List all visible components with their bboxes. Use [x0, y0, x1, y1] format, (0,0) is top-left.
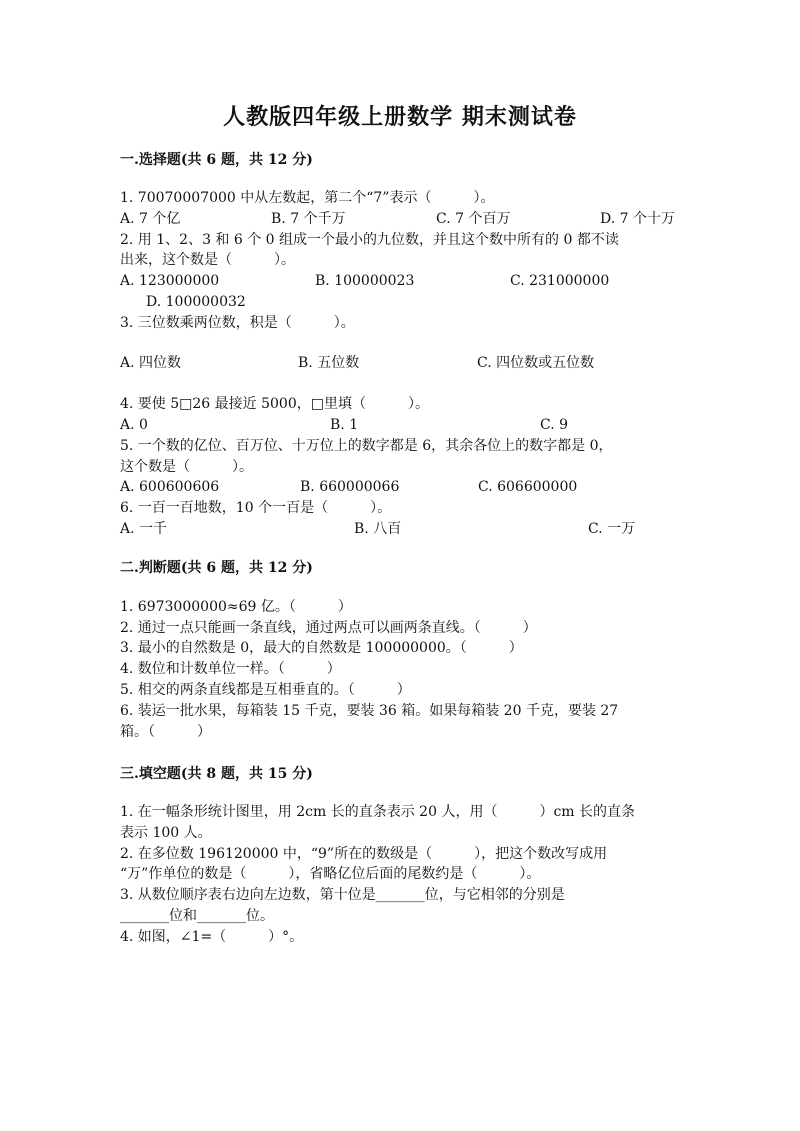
page-title: 人教版四年级上册数学 期末测试卷 [223, 104, 577, 130]
fill-item: _______位和_______位。 [120, 908, 274, 924]
option: B. 7 个千万 [271, 211, 346, 227]
question-stem: 出来，这个数是（ ）。 [120, 252, 295, 268]
judge-item: 6. 装运一批水果，每箱装 15 千克，要装 36 箱。如果每箱装 20 千克，要装 27 [120, 703, 619, 719]
option: C. 一万 [588, 521, 636, 537]
question-stem: 3. 三位数乘两位数，积是（ ）。 [120, 315, 355, 331]
option: A. 一千 [120, 521, 168, 537]
option: C. 9 [540, 417, 569, 433]
option: B. 1 [330, 417, 359, 433]
section-heading-choice: 一.选择题(共 6 题，共 12 分) [120, 152, 313, 168]
option: D. 7 个十万 [600, 211, 675, 227]
judge-item: 4. 数位和计数单位一样。（ ） [120, 661, 341, 677]
judge-item: 2. 通过一点只能画一条直线，通过两点可以画两条直线。（ ） [120, 620, 537, 636]
option: C. 7 个百万 [436, 211, 511, 227]
fill-item: 4. 如图，∠1=（ ）°。 [120, 929, 304, 945]
option: A. 123000000 [120, 273, 220, 289]
fill-item: 1. 在一幅条形统计图里，用 2cm 长的直条表示 20 人，用（ ）cm 长的直条 [120, 804, 636, 820]
question-stem: 5. 一个数的亿位、百万位、十万位上的数字都是 6，其余各位上的数字都是 0， [120, 438, 613, 454]
option: B. 五位数 [298, 355, 360, 371]
option: C. 606600000 [478, 479, 578, 495]
judge-item: 1. 6973000000≈69 亿。（ ） [120, 599, 352, 615]
option: B. 100000023 [315, 273, 415, 289]
fill-item: 表示 100 人。 [120, 825, 212, 841]
judge-item: 箱。（ ） [120, 724, 211, 740]
question-stem: 6. 一百一百地数，10 个一百是（ ）。 [120, 500, 392, 516]
section-heading-fill: 三.填空题(共 8 题，共 15 分) [120, 766, 313, 782]
fill-item: 3. 从数位顺序表右边向左边数，第十位是_______位，与它相邻的分别是 [120, 887, 565, 903]
question-stem: 1. 70070007000 中从左数起，第二个“7”表示（ ）。 [120, 190, 495, 206]
fill-item: “万”作单位的数是（ ），省略亿位后面的尾数约是（ ）。 [120, 866, 541, 882]
option: A. 0 [120, 417, 148, 433]
option: A. 7 个亿 [120, 211, 181, 227]
section-heading-judge: 二.判断题(共 6 题，共 12 分) [120, 560, 313, 576]
option: C. 四位数或五位数 [477, 355, 595, 371]
option: D. 100000032 [146, 294, 246, 310]
option: B. 660000066 [300, 479, 400, 495]
question-stem: 2. 用 1、2、3 和 6 个 0 组成一个最小的九位数，并且这个数中所有的 0 都不读 [120, 232, 619, 248]
question-stem: 这个数是（ ）。 [120, 459, 253, 475]
option: A. 四位数 [120, 355, 182, 371]
question-stem: 4. 要使 5□26 最接近 5000，□里填（ ）。 [120, 396, 429, 412]
judge-item: 5. 相交的两条直线都是互相垂直的。（ ） [120, 682, 411, 698]
option: C. 231000000 [510, 273, 610, 289]
judge-item: 3. 最小的自然数是 0，最大的自然数是 100000000。（ ） [120, 640, 523, 656]
option: A. 600600606 [120, 479, 220, 495]
option: B. 八百 [354, 521, 402, 537]
fill-item: 2. 在多位数 196120000 中，“9”所在的数级是（ ），把这个数改写成用 [120, 846, 608, 862]
